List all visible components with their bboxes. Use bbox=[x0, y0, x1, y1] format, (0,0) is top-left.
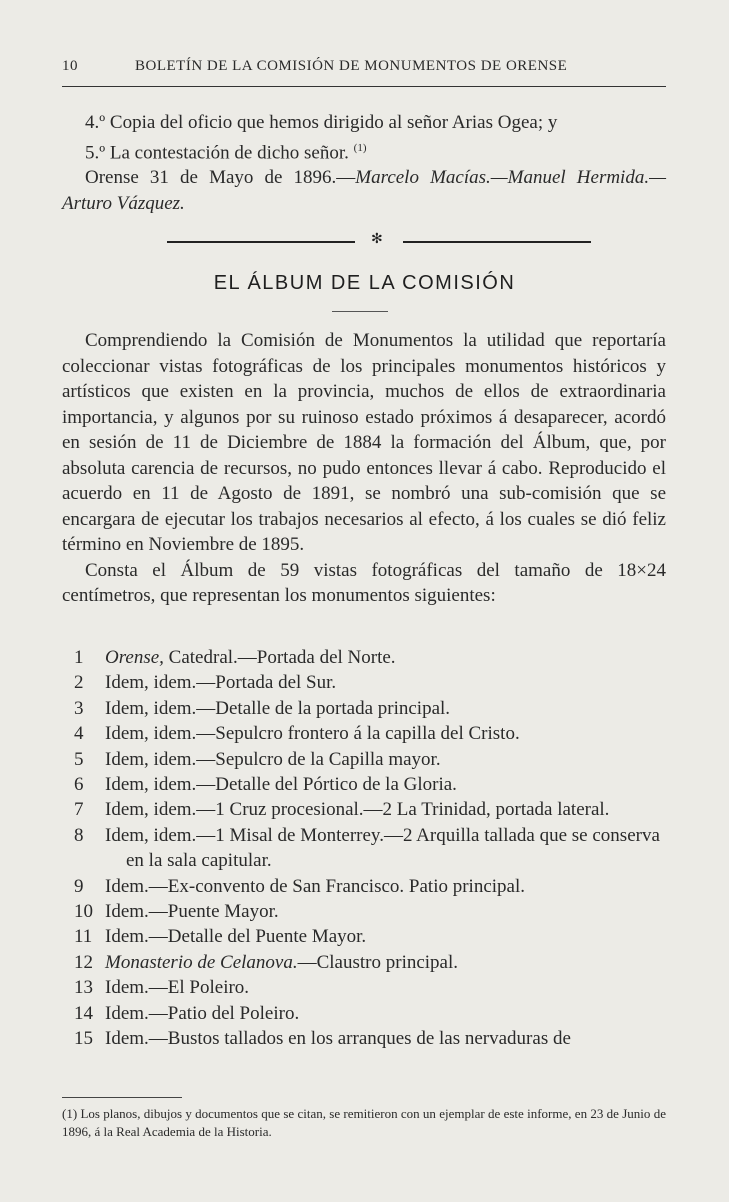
signature-names: Marcelo Macías.—Manuel Hermida.—Arturo Vázquez. bbox=[62, 167, 666, 214]
item-body: Catedral.—Portada del Norte. bbox=[163, 647, 396, 668]
item-number: 5 bbox=[74, 748, 84, 770]
item-body: Idem, idem.—1 Cruz procesional.—2 La Trinidad, portada lateral. bbox=[105, 799, 610, 821]
item-text bbox=[105, 1001, 666, 1026]
item-body: Idem, idem.—Sepulcro frontero á la capilla del Cristo. bbox=[105, 723, 520, 745]
item-text bbox=[105, 772, 666, 797]
item-5-text: 5.º La contestación de dicho señor. bbox=[85, 141, 349, 163]
item-text bbox=[105, 899, 666, 924]
list-item bbox=[62, 899, 666, 924]
list-item bbox=[62, 874, 666, 899]
footnote-ref: (1) bbox=[353, 141, 367, 154]
list-item bbox=[62, 975, 666, 1000]
item-text bbox=[105, 1026, 666, 1051]
item-5-line bbox=[62, 136, 666, 166]
item-text bbox=[105, 797, 666, 822]
item-number: 14 bbox=[74, 1002, 93, 1024]
item-body: Idem.—Bustos tallados en los arranques de las nervaduras de bbox=[105, 1028, 571, 1050]
monument-list bbox=[62, 645, 666, 1052]
item-4-line: 4.º Copia del oficio que hemos dirigido al señor Arias Ogea; y bbox=[85, 112, 558, 133]
list-item bbox=[62, 797, 666, 822]
item-text bbox=[105, 924, 666, 949]
signature-line bbox=[62, 165, 666, 216]
item-body: Idem.—Patio del Poleiro. bbox=[105, 1002, 300, 1024]
running-header bbox=[62, 58, 666, 75]
item-text bbox=[105, 950, 666, 975]
title-underline bbox=[332, 311, 388, 312]
item-body: —Claustro principal. bbox=[297, 951, 459, 973]
section-title: EL ÁLBUM DE LA COMISIÓN bbox=[213, 272, 516, 294]
header-rule bbox=[62, 86, 666, 87]
running-title: BOLETÍN DE LA COMISIÓN DE MONUMENTOS DE ORENSE bbox=[135, 58, 568, 74]
list-item bbox=[62, 823, 666, 874]
page-number: 10 bbox=[62, 58, 78, 74]
item-body: Idem, idem.—1 Misal de Monterrey.—2 Arquilla tallada que se conserva en la sala capitular. bbox=[105, 824, 660, 872]
list-item bbox=[62, 950, 666, 975]
section-separator bbox=[167, 231, 591, 247]
item-body: Idem, idem.—Detalle de la portada principal. bbox=[105, 697, 451, 719]
list-item bbox=[62, 747, 666, 772]
footnote-rule bbox=[62, 1097, 182, 1098]
item-number: 12 bbox=[74, 951, 93, 973]
item-number: 3 bbox=[74, 697, 84, 719]
paragraph-2: Consta el Álbum de 59 vistas fotográficas del tamaño de 18×24 centímetros, que representan los monumentos siguientes: bbox=[62, 559, 666, 606]
item-body: Idem, idem.—Detalle del Pórtico de la Gloria. bbox=[105, 774, 457, 796]
item-body: Idem.—El Poleiro. bbox=[105, 977, 250, 999]
item-number: 4 bbox=[74, 723, 84, 745]
item-body: Idem, idem.—Sepulcro de la Capilla mayor. bbox=[105, 748, 441, 770]
item-body: Idem.—Puente Mayor. bbox=[105, 901, 279, 923]
item-number: 2 bbox=[74, 672, 84, 694]
item-number: 1 bbox=[74, 647, 84, 668]
item-text bbox=[105, 721, 666, 746]
item-number: 7 bbox=[74, 799, 84, 821]
list-item bbox=[62, 696, 666, 721]
item-number: 6 bbox=[74, 774, 84, 796]
item-italic: Orense, bbox=[105, 647, 164, 668]
item-text bbox=[105, 645, 666, 670]
item-body: Idem.—Ex-convento de San Francisco. Patio principal. bbox=[105, 875, 526, 897]
item-body: Idem.—Detalle del Puente Mayor. bbox=[105, 926, 367, 948]
list-item bbox=[62, 1026, 666, 1051]
item-number: 13 bbox=[74, 977, 93, 999]
list-item bbox=[62, 645, 666, 670]
item-text bbox=[105, 874, 666, 899]
item-number: 9 bbox=[74, 875, 84, 897]
list-item bbox=[62, 721, 666, 746]
main-text bbox=[62, 328, 666, 609]
item-number: 10 bbox=[74, 901, 93, 923]
item-text bbox=[105, 823, 666, 874]
closing-block bbox=[62, 110, 666, 216]
list-item bbox=[62, 670, 666, 695]
item-text bbox=[105, 696, 666, 721]
asterisk-ornament-icon: ✻ bbox=[371, 231, 383, 247]
paragraph-1: Comprendiendo la Comisión de Monumentos la utilidad que reportaría coleccionar vistas fotográficas de los principales monumentos históricos y artísticos que existen en la provincia, muchos de ellos de extraordinaria importancia, y algunos por su ruinoso estado próximos á desaparecer, acordó en sesión de 11 de Diciembre de 1884 la formación del Álbum, que, por absoluta carencia de recursos, no pudo entonces llevar á cabo. Reproducido el acuerdo en 11 de Agosto de 1891, se nombró una sub-comisión que se encargara de ejecutar los trabajos necesarios al efecto, á los cuales se dió feliz término en Noviembre de 1895. bbox=[62, 330, 666, 555]
list-item bbox=[62, 1001, 666, 1026]
separator-left-rule bbox=[167, 241, 355, 243]
list-item bbox=[62, 772, 666, 797]
item-text bbox=[105, 747, 666, 772]
item-number: 8 bbox=[74, 824, 84, 846]
item-number: 11 bbox=[74, 926, 93, 948]
item-text bbox=[105, 975, 666, 1000]
signature-date: Orense 31 de Mayo de 1896.— bbox=[85, 167, 356, 189]
item-italic: Monasterio de Celanova. bbox=[105, 951, 298, 973]
list-item bbox=[62, 924, 666, 949]
item-body: Idem, idem.—Portada del Sur. bbox=[105, 672, 337, 694]
item-number: 15 bbox=[74, 1028, 93, 1050]
footnote: (1) Los planos, dibujos y documentos que se citan, se remitieron con un ejemplar de este informe, en 23 de Junio de 1896, á la Real Academia de la Historia. bbox=[62, 1106, 666, 1139]
item-text bbox=[105, 670, 666, 695]
separator-right-rule bbox=[403, 241, 591, 243]
